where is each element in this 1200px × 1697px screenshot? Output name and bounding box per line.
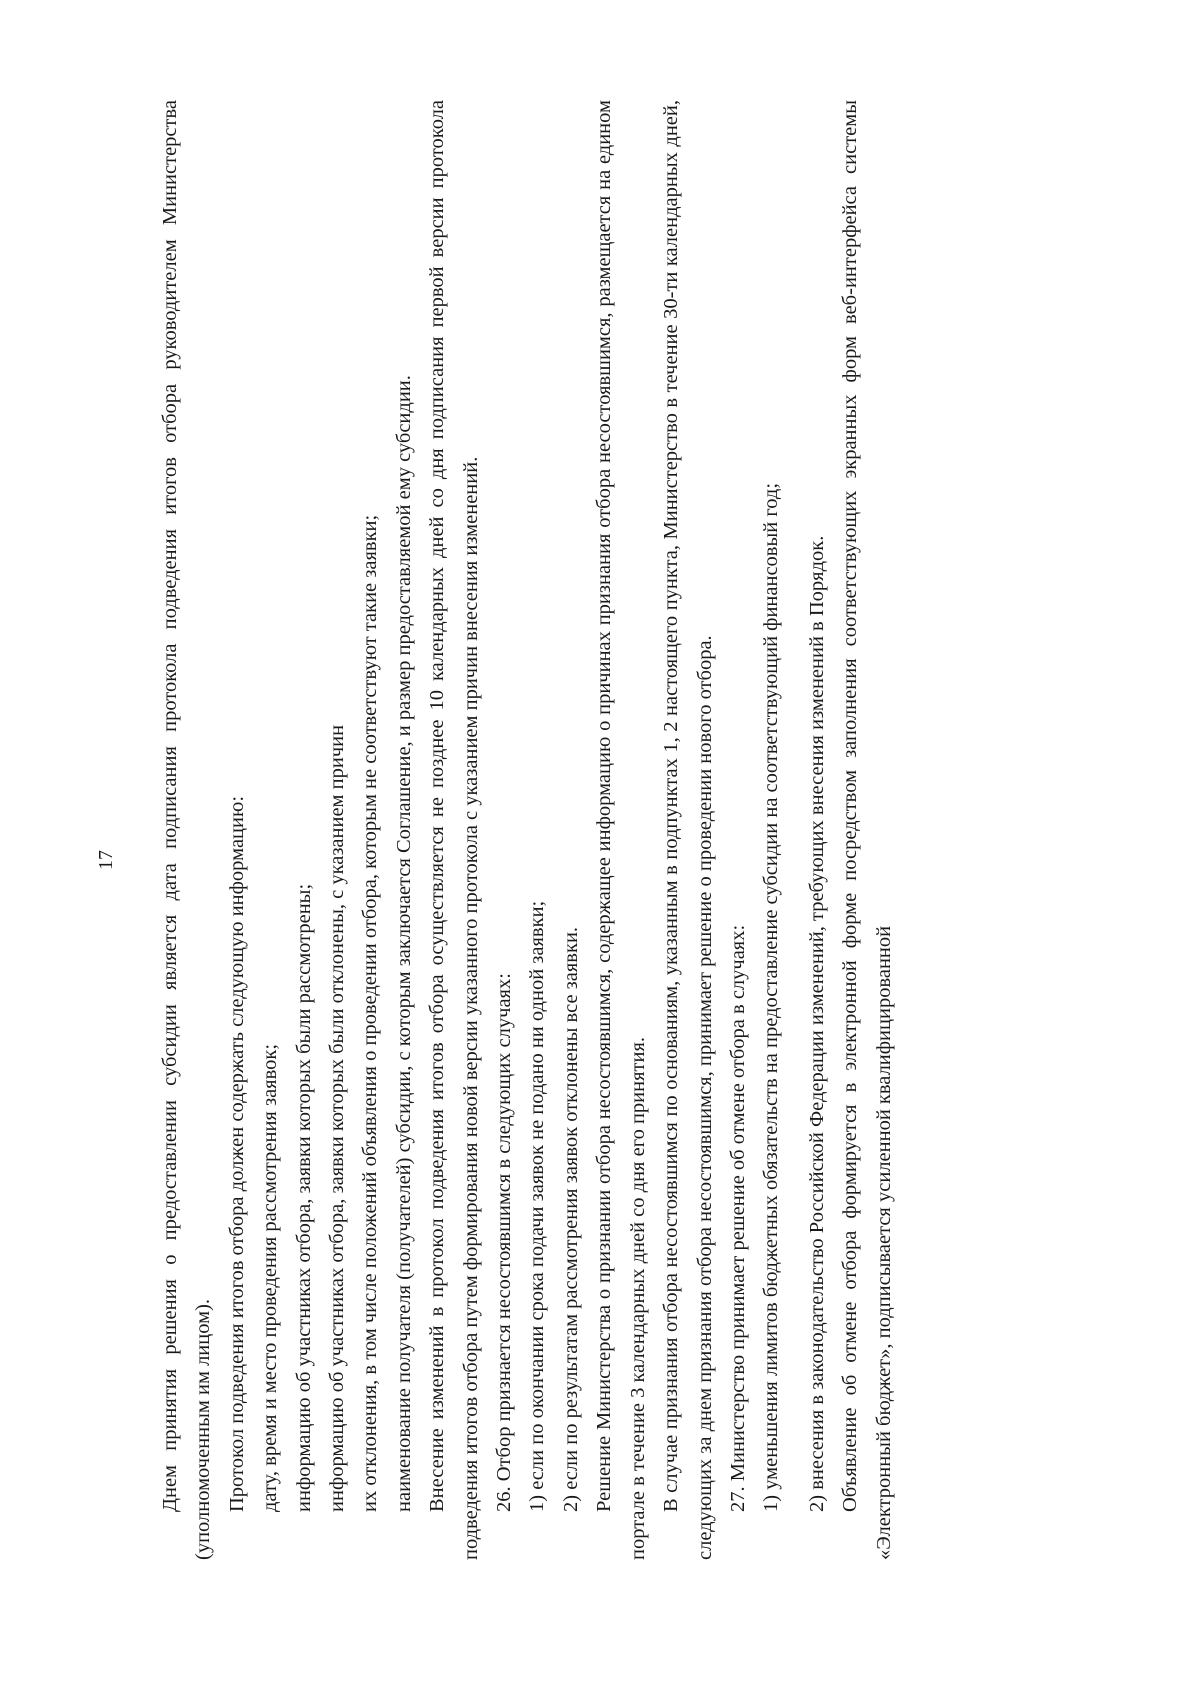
- spacer: [789, 100, 801, 1560]
- list-item: дату, время и место проведения рассмотрения заявок;: [259, 1043, 282, 1512]
- paragraph: Решение Министерства о признании отбора несостоявшимся, содержащее информацию о причинах признания отбора несостоявшимся, размещается на едином портале в течение 3 календарных дней со дня его принятия.: [593, 100, 649, 1560]
- list-item: 2) если по результатам рассмотрения заявок отклонены все заявки.: [559, 926, 582, 1512]
- paragraph: Внесение изменений в протокол подведения итогов отбора осуществляется не позднее 10 календарных дней со дня подписания первой версии протокола подведения итогов отбора путем формирования новой версии указанного протокола с указанием причин внесения изменений.: [426, 100, 482, 1560]
- paragraph: Днем принятия решения о предоставлении субсидии является дата подписания протокола подведения итогов отбора руководителем Министерства (уполномоченным им лицом).: [159, 100, 215, 1560]
- paragraph: Протокол подведения итогов отбора должен содержать следующую информацию:: [225, 795, 248, 1512]
- section-heading-27: 27. Министерство принимает решение об отмене отбора в случаях:: [726, 924, 749, 1512]
- list-item: 1) уменьшения лимитов бюджетных обязательств на предоставление субсидии на соответствующий финансовый год;: [760, 482, 783, 1512]
- paragraph: наименование получателя (получателей) субсидии, с которым заключается Соглашение, и размер предоставляемой ему субсидии.: [392, 375, 415, 1512]
- list-item: их отклонения, в том числе положений объявления о проведении отбора, которым не соответствуют такие заявки;: [359, 514, 382, 1512]
- list-item: 2) внесения в законодательство Российской Федерации изменений, требующих внесения изменений в Порядок.: [805, 535, 828, 1512]
- list-item: информацию об участниках отбора, заявки которых были рассмотрены;: [292, 883, 315, 1512]
- page-number: 17: [95, 850, 117, 870]
- paragraph: Объявление об отмене отбора формируется в электронной форме посредством заполнения соответствующих экранных форм веб-интерфейса системы «Электронный бюджет», подписывается усиленной квалифицированной: [839, 100, 895, 1560]
- list-item: информацию об участниках отбора, заявки которых были отклонены, с указанием причин: [326, 724, 349, 1512]
- document-body: [154, 100, 901, 1560]
- document-page: [95, 100, 1110, 1620]
- list-item: 1) если по окончании срока подачи заявок не подано ни одной заявки;: [526, 900, 549, 1512]
- section-heading-26: 26. Отбор признается несостоявшимся в следующих случаях:: [493, 973, 516, 1512]
- paragraph: В случае признания отбора несостоявшимся по основаниям, указанным в подпунктах 1, 2 настоящего пункта, Министерство в течение 30-ти календарных дней, следующих за днем признания отбора несостоявшимся, принимает решение о проведении нового отбора.: [660, 100, 716, 1560]
